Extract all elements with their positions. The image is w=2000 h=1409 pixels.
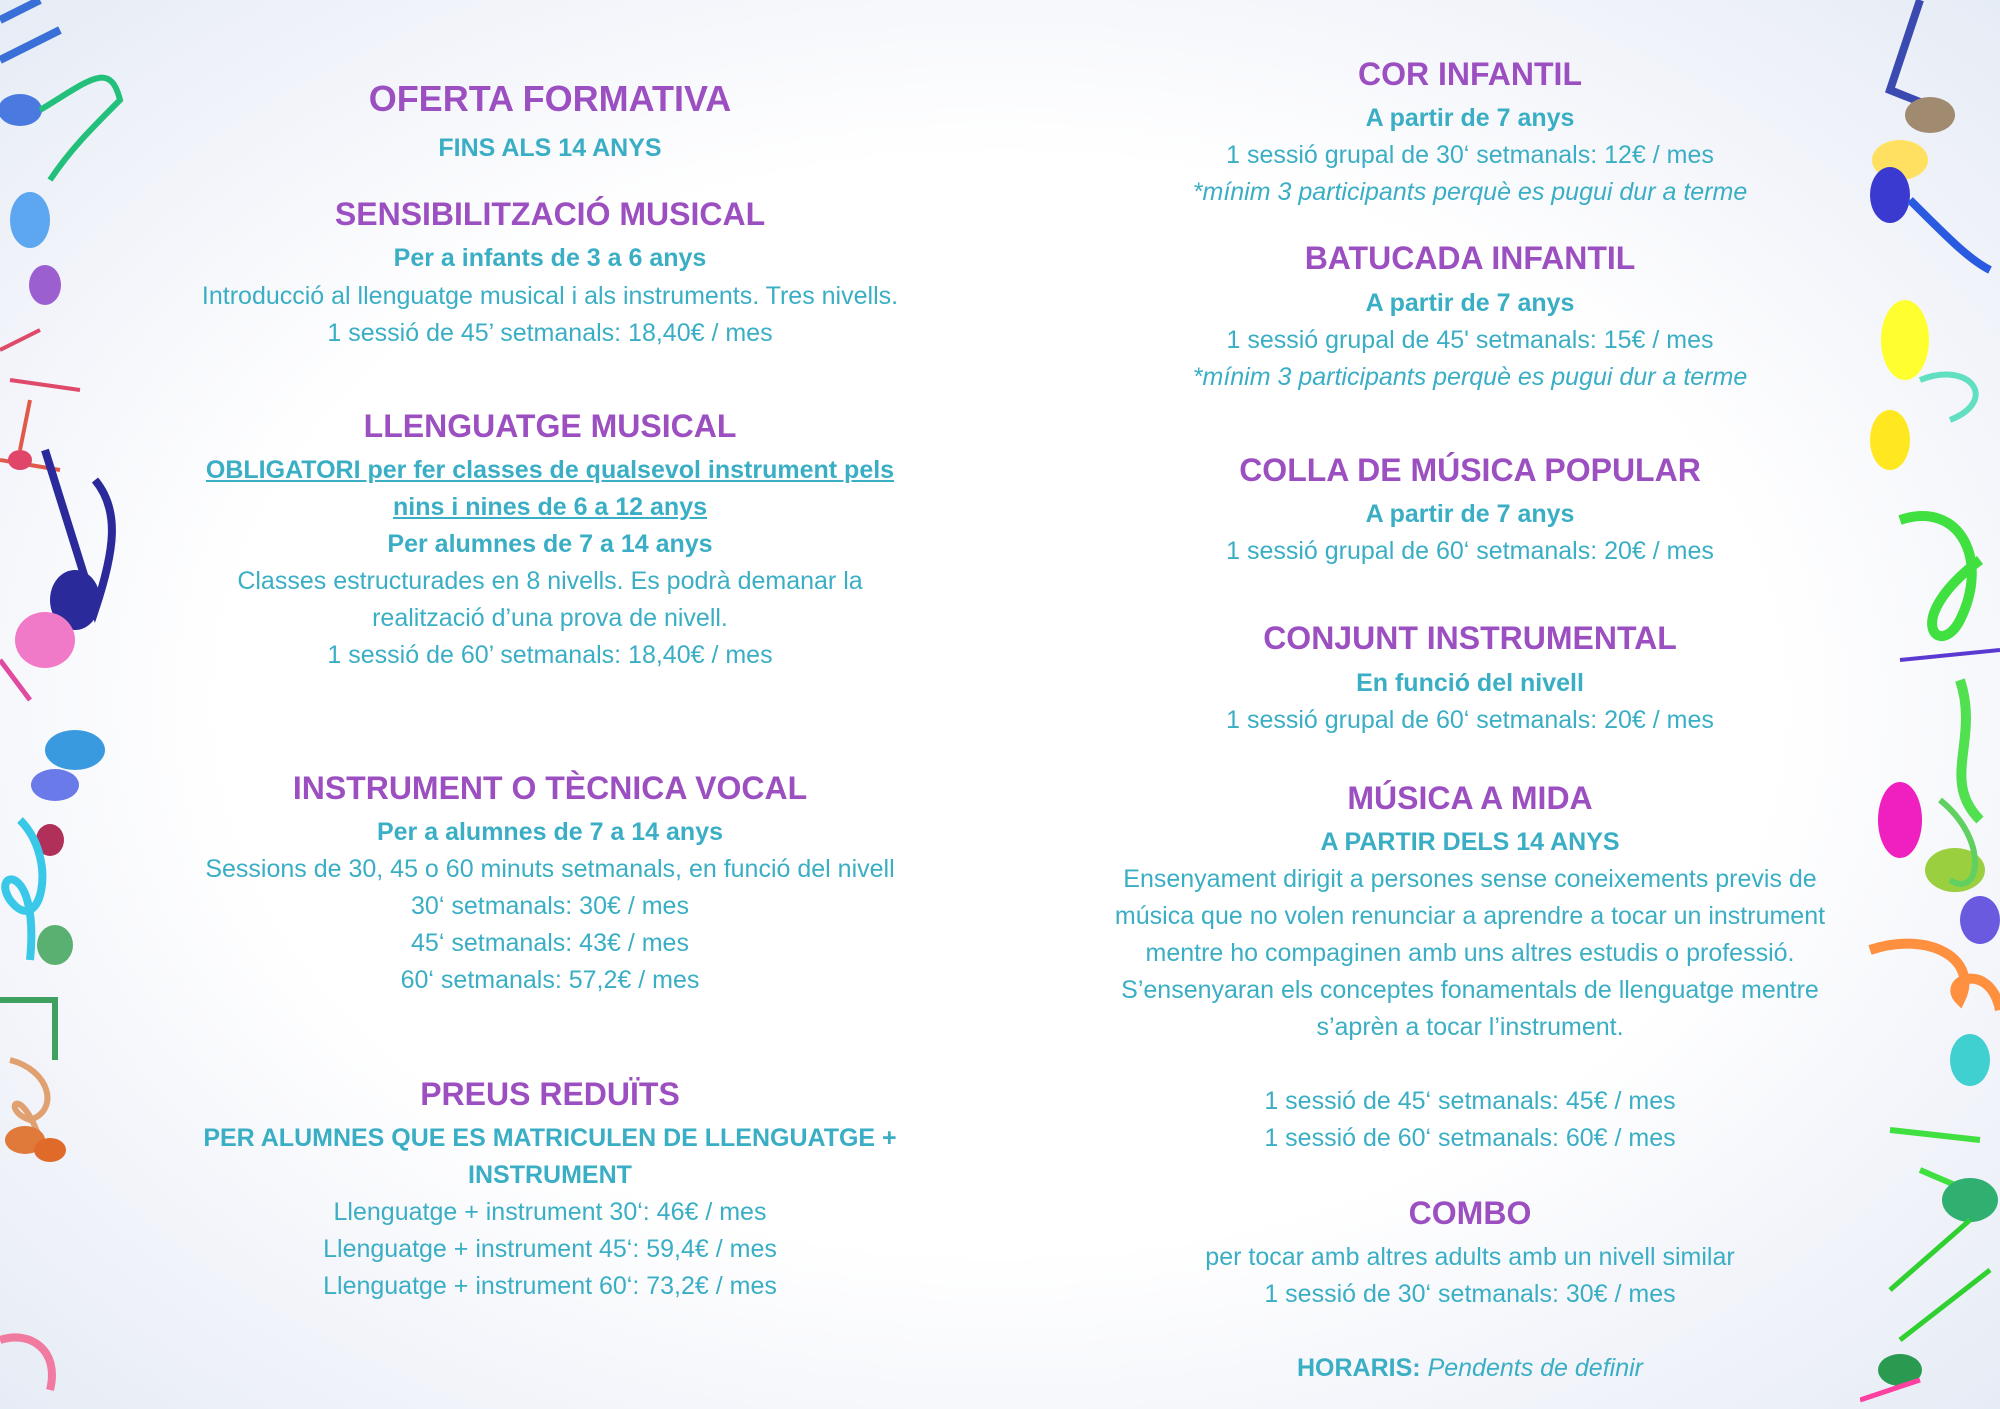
- horaris-value: Pendents de definir: [1427, 1354, 1643, 1382]
- section-text: 1 sessió de 60’ setmanals: 18,40€ / mes: [327, 641, 773, 669]
- section-heading-cor: COR INFANTIL: [1358, 56, 1582, 92]
- section-text: 1 sessió grupal de 60‘ setmanals: 20€ / mes: [1226, 537, 1714, 565]
- section-sub-preus: PER ALUMNES QUE ES MATRICULEN DE LLENGUATGE +: [203, 1124, 897, 1152]
- section-note: *mínim 3 participants perquè es pugui dur a terme: [1192, 178, 1748, 206]
- section-text: Sessions de 30, 45 o 60 minuts setmanals, en funció del nivell: [205, 855, 895, 883]
- section-sub-cor: A partir de 7 anys: [1365, 104, 1575, 132]
- section-text: Llenguatge + instrument 60‘: 73,2€ / mes: [323, 1272, 777, 1300]
- music-notes-border-right: [1860, 0, 2000, 1409]
- page-title: OFERTA FORMATIVA: [368, 78, 732, 119]
- section-heading-instrument: INSTRUMENT O TÈCNICA VOCAL: [292, 770, 808, 806]
- section-sub-conjunt: En funció del nivell: [1356, 669, 1584, 697]
- section-text: S’ensenyaran els conceptes fonamentals de llenguatge mentre: [1121, 976, 1819, 1004]
- horaris-label: HORARIS:: [1297, 1354, 1421, 1382]
- section-sub-instrument: Per a alumnes de 7 a 14 anys: [376, 818, 724, 846]
- obligatori-link[interactable]: OBLIGATORI per fer classes de qualsevol instrument pels: [205, 456, 895, 484]
- section-heading-batucada: BATUCADA INFANTIL: [1304, 240, 1636, 276]
- obligatori-link[interactable]: nins i nines de 6 a 12 anys: [392, 493, 708, 521]
- section-text: per tocar amb altres adults amb un nivell similar: [1205, 1243, 1735, 1271]
- section-text: 30‘ setmanals: 30€ / mes: [411, 892, 689, 920]
- section-heading-llenguatge: LLENGUATGE MUSICAL: [363, 408, 737, 444]
- section-text: 1 sessió de 60‘ setmanals: 60€ / mes: [1264, 1124, 1676, 1152]
- page-subtitle: FINS ALS 14 ANYS: [438, 134, 662, 162]
- section-text: 45‘ setmanals: 43€ / mes: [411, 929, 689, 957]
- section-heading-preus: PREUS REDUÏTS: [420, 1076, 680, 1112]
- section-text: s’aprèn a tocar l’instrument.: [1316, 1013, 1624, 1041]
- section-note: *mínim 3 participants perquè es pugui dur a terme: [1192, 363, 1748, 391]
- section-text: Classes estructurades en 8 nivells. Es podrà demanar la: [237, 567, 863, 595]
- section-sub-colla: A partir de 7 anys: [1365, 500, 1575, 528]
- music-notes-border-left: [0, 0, 140, 1409]
- section-text: mentre ho compaginen amb uns altres estudis o professió.: [1145, 939, 1795, 967]
- section-text: Llenguatge + instrument 30‘: 46€ / mes: [333, 1198, 767, 1226]
- section-sub-mida: A PARTIR DELS 14 ANYS: [1320, 828, 1620, 856]
- section-text: 60‘ setmanals: 57,2€ / mes: [400, 966, 700, 994]
- section-text: Ensenyament dirigit a persones sense coneixements previs de: [1123, 865, 1817, 893]
- section-heading-mida: MÚSICA A MIDA: [1347, 780, 1593, 816]
- section-heading-sensibilitzacio: SENSIBILITZACIÓ MUSICAL: [334, 196, 766, 232]
- section-text: 1 sessió de 45’ setmanals: 18,40€ / mes: [327, 319, 773, 347]
- section-text: 1 sessió grupal de 30‘ setmanals: 12€ / mes: [1226, 141, 1714, 169]
- section-text: música que no volen renunciar a aprendre a tocar un instrument: [1114, 902, 1826, 930]
- section-text: Llenguatge + instrument 45‘: 59,4€ / mes: [323, 1235, 777, 1263]
- section-heading-conjunt: CONJUNT INSTRUMENTAL: [1263, 620, 1677, 656]
- horaris-line: [1060, 1354, 1880, 1383]
- section-sub-preus: INSTRUMENT: [468, 1161, 632, 1189]
- section-text: 1 sessió de 45‘ setmanals: 45€ / mes: [1264, 1087, 1676, 1115]
- section-text: 1 sessió de 30‘ setmanals: 30€ / mes: [1264, 1280, 1676, 1308]
- section-heading-colla: COLLA DE MÚSICA POPULAR: [1239, 452, 1701, 488]
- section-sub-batucada: A partir de 7 anys: [1365, 289, 1575, 317]
- section-heading-combo: COMBO: [1408, 1195, 1532, 1231]
- section-text: realització d’una prova de nivell.: [372, 604, 728, 632]
- section-sub-llenguatge: Per alumnes de 7 a 14 anys: [387, 530, 713, 558]
- section-text: 1 sessió grupal de 60‘ setmanals: 20€ / mes: [1226, 706, 1714, 734]
- section-sub-sensibilitzacio: Per a infants de 3 a 6 anys: [393, 244, 707, 272]
- section-text: Introducció al llenguatge musical i als instruments. Tres nivells.: [201, 282, 899, 310]
- section-text: 1 sessió grupal de 45' setmanals: 15€ / mes: [1226, 326, 1714, 354]
